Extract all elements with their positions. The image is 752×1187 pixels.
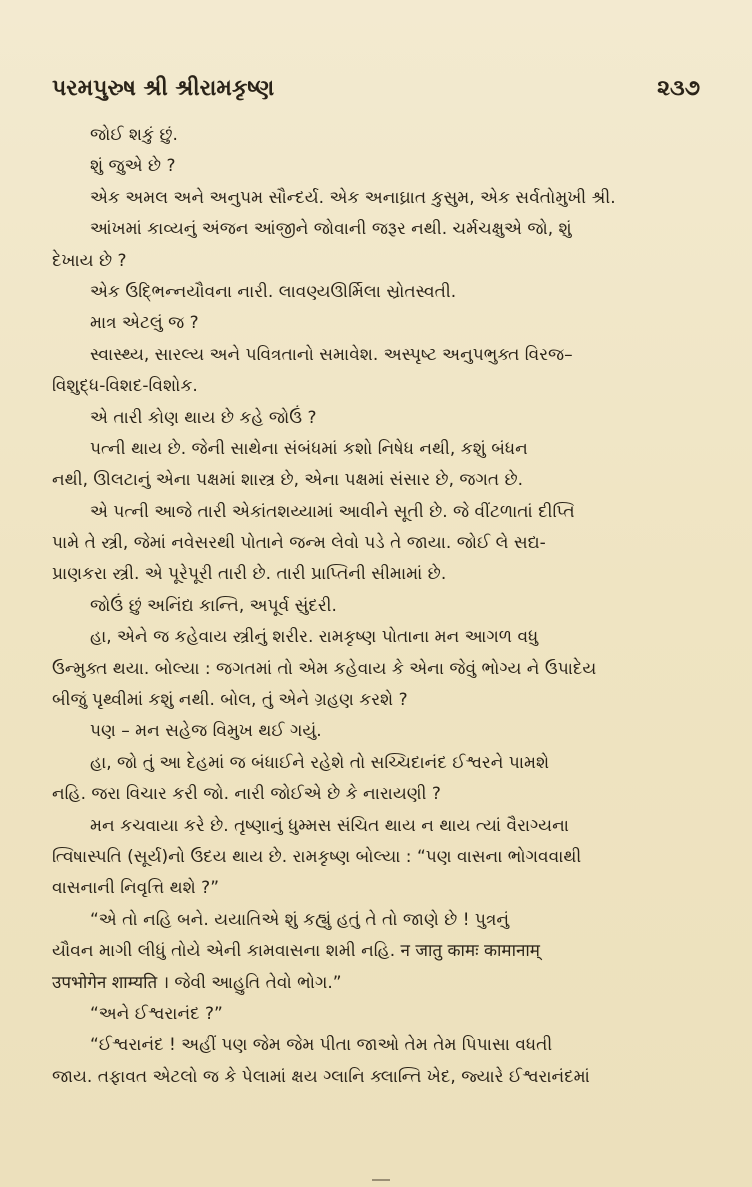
text-line: જાય. તફાવત એટલો જ કે પેલામાં ક્ષય ગ્લાનિ ક્લાન્તિ ખેદ, જ્યારે ઈશ્વરાનંદમાં bbox=[52, 1066, 590, 1087]
text-line: યૌવન માગી લીધું તોયે એની કામવાસના શમી નહિ. न जातु कामः कामानाम् bbox=[52, 941, 540, 962]
text-line: નહિ. જરા વિચાર કરી જો. નારી જોઈએ છે કે નારાયણી ? bbox=[52, 784, 441, 805]
text-line: એ તારી કોણ થાય છે કહે જોઉં ? bbox=[90, 407, 317, 428]
text-line: પણ – મન સહેજ વિમુખ થઈ ગયું. bbox=[90, 721, 322, 742]
text-line: ઉન્મુક્ત થયા. બોલ્યા : જગતમાં તો એમ કહેવાય કે એના જેવું ભોગ્ય ને ઉપાદેય bbox=[52, 658, 597, 679]
text-line: પામે તે સ્ત્રી, જેમાં નવેસરથી પોતાને જન્મ લેવો પડે તે જાયા. જોઈ લે સદ્ય- bbox=[52, 533, 546, 554]
text-line: પત્ની થાય છે. જેની સાથેના સંબંધમાં કશો નિષેધ નથી, કશું બંધન bbox=[90, 438, 528, 459]
text-line: માત્ર એટલું જ ? bbox=[90, 313, 199, 334]
text-line: હા, જો તું આ દેહમાં જ બંધાઈને રહેશે તો સચ્ચિદાનંદ ઈશ્વરને પામશે bbox=[90, 752, 550, 773]
text-line: હા, એને જ કહેવાય સ્ત્રીનું શરીર. રામકૃષ્ણ પોતાના મન આગળ વધુ bbox=[90, 627, 539, 648]
text-line: બીજું પૃથ્વીમાં કશું નથી. બોલ, તું એને ગ્રહણ કરશે ? bbox=[52, 690, 408, 711]
text-line: પ્રાણકરા સ્ત્રી. એ પૂરેપૂરી તારી છે. તારી પ્રાપ્તિની સીમામાં છે. bbox=[52, 564, 447, 585]
text-line: સ્વાસ્થ્ય, સારલ્ય અને પવિત્રતાનો સમાવેશ. અસ્પૃષ્ટ અનુપભુક્ત વિરજ– bbox=[90, 344, 573, 365]
page-header bbox=[52, 76, 700, 110]
text-line: “ઈશ્વરાનંદ ! અહીં પણ જેમ જેમ પીતા જાઓ તેમ તેમ પિપાસા વધતી bbox=[90, 1035, 553, 1056]
text-line: નથી, ઊલટાનું એના પક્ષમાં શાસ્ત્ર છે, એના પક્ષમાં સંસાર છે, જગત છે. bbox=[52, 470, 524, 491]
running-title: પરમપુરુષ શ્રી શ્રીરામકૃષ્ણ bbox=[52, 76, 275, 101]
text-line: એક અમલ અને અનુપમ સૌન્દર્ય. એક અનાઘ્રાત કુસુમ, એક સર્વતોમુખી શ્રી. bbox=[90, 187, 616, 208]
text-line: “અને ઈશ્વરાનંદ ?” bbox=[90, 1003, 223, 1024]
text-line: જોઉં છું અનિંદ્ય કાન્તિ, અપૂર્વ સુંદરી. bbox=[90, 595, 337, 616]
body-text bbox=[52, 120, 702, 1093]
text-line: આંખમાં કાવ્યનું અંજન આંજીને જોવાની જરૂર નથી. ચર્મચક્ષુએ જો, શું bbox=[90, 219, 572, 240]
text-line: મન કચવાયા કરે છે. તૃષ્ણાનું ધુમ્મસ સંચિત થાય ન થાય ત્યાં વૈરાગ્યના bbox=[90, 815, 569, 836]
text-line: વાસનાની નિવૃત્તિ થશે ?” bbox=[52, 878, 219, 899]
text-line: એક ઉદ્ભિન્નયૌવના નારી. લાવણ્યઊર્મિલા સ્રોતસ્વતી. bbox=[90, 281, 457, 302]
text-line: એ પત્ની આજે તારી એકાંતશય્યામાં આવીને સૂતી છે. જે વીંટળાતાં દીપ્તિ bbox=[90, 501, 575, 522]
footer-mark bbox=[372, 1179, 390, 1181]
page-number: ૨૩૭ bbox=[657, 76, 700, 101]
text-line: વિશુદ્ધ-વિશદ-વિશોક. bbox=[52, 376, 198, 397]
text-line: દેખાય છે ? bbox=[52, 250, 127, 271]
text-line: શું જુએ છે ? bbox=[90, 156, 176, 177]
text-line: उपभोगेन शाम्यति । જેવી આહુતિ તેવો ભોગ.” bbox=[52, 972, 342, 993]
text-line: “એ તો નહિ બને. યયાતિએ શું કહ્યું હતું તે તો જાણે છે ! પુત્રનું bbox=[90, 909, 510, 930]
text-line: જોઈ શકું છું. bbox=[90, 125, 178, 145]
text-line: ત્વિષાસ્પતિ (સૂર્ય)નો ઉદય થાય છે. રામકૃષ્ણ બોલ્યા : “પણ વાસના ભોગવવાથી bbox=[52, 846, 582, 867]
